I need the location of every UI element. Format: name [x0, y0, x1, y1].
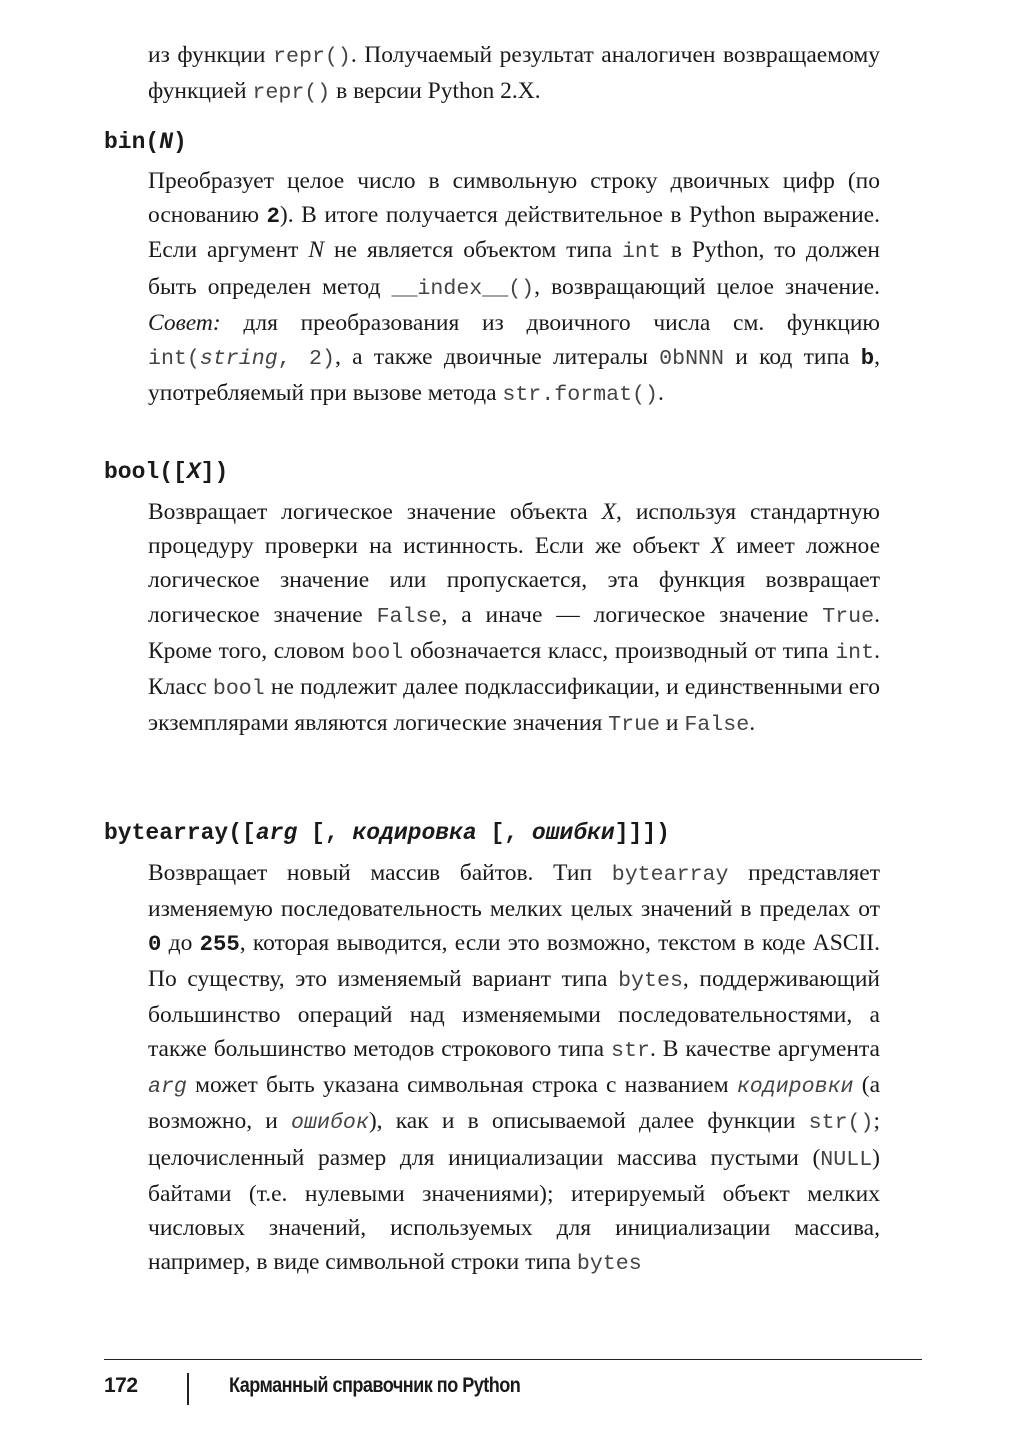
code-int-call-end: , 2): [277, 347, 335, 372]
italic-arg: X: [601, 499, 616, 525]
heading-sep: [,: [297, 820, 353, 846]
entry-heading-bool: [104, 457, 228, 487]
footer-rule: [104, 1359, 922, 1360]
text-run: Возвращает новый массив байтов. Тип: [148, 860, 612, 886]
footer-separator: [187, 1373, 189, 1405]
text-run: в Python, то должен быть определен метод: [148, 237, 880, 300]
bold-literal: 2: [266, 203, 280, 230]
italic-arg: arg: [148, 1075, 187, 1100]
text-run: имеет ложное логическое значение или пропускается, эта функция возвращает логическое значение: [148, 533, 880, 628]
heading-close: ]]]): [614, 820, 670, 846]
code-index-method: __index__(): [391, 276, 535, 301]
code-repr: repr(): [252, 81, 331, 106]
code-bytes: bytes: [576, 1252, 642, 1277]
heading-close: ): [173, 129, 187, 155]
text-run: для преобразования из двоичного числа см. функцию: [220, 309, 880, 336]
entry-heading-bytearray: [104, 818, 670, 848]
text-run: и: [660, 710, 685, 737]
heading-arg: кодировка: [352, 820, 477, 846]
text-run: ), как и в описываемой далее функции: [368, 1108, 809, 1135]
code-null: NULL: [820, 1147, 873, 1172]
text-run: ; целочисленный размер для инициализации массива пустыми (: [148, 1108, 881, 1171]
code-false: False: [684, 713, 750, 738]
text-run: , поддерживающий большинство операций над изменяемыми последовательностями, а также большинство методов строкового типа: [148, 965, 880, 1063]
text-run: (а возможно, и: [148, 1072, 880, 1135]
code-bytearray: bytearray: [611, 863, 729, 887]
text-run: не подлежит далее подклассификации, и единственными его экземплярами являются логические значения: [148, 674, 880, 737]
entry-heading-bin: [104, 127, 187, 157]
heading-name: bin(: [104, 129, 160, 155]
code-true: True: [608, 713, 661, 738]
italic-arg: ошибок: [291, 1111, 369, 1136]
bold-literal: 0: [148, 931, 162, 958]
text-run: может быть указана символьная строка с названием: [186, 1072, 737, 1099]
text-run: , а также двоичные литералы: [334, 344, 660, 371]
intro-paragraph: [148, 38, 880, 110]
text-run: не является объектом типа: [324, 237, 622, 264]
text-run: , которая выводится, если это возможно, текстом в коде ASCII. По существу, это изменяемый вариант типа: [148, 930, 880, 992]
code-int: int: [621, 240, 661, 265]
italic-arg: N: [308, 237, 325, 264]
heading-arg: X: [186, 459, 201, 485]
italic-arg: X: [710, 533, 726, 560]
code-int-call: int(: [148, 347, 200, 372]
text-run: , возвращающий целое значение.: [534, 273, 880, 300]
code-bytes: bytes: [618, 968, 683, 993]
code-int: int: [835, 640, 875, 665]
text-run: из функции: [148, 42, 274, 68]
text-run: , а иначе — логическое значение: [441, 601, 823, 628]
text-run: .: [749, 710, 756, 737]
heading-name: bool([: [104, 459, 187, 485]
text-run: .: [658, 380, 664, 407]
text-run: Преобразует целое число в символьную строку двоичных цифр (по основанию: [148, 168, 880, 229]
code-bool: bool: [351, 640, 404, 665]
text-run: , употребляемый при вызове метода: [148, 344, 881, 407]
text-run: и код типа: [723, 344, 861, 371]
bin-description: [148, 164, 880, 412]
text-run: ) байтами (т.е. нулевыми значениями); итерируемый объект мелких числовых значений, используемых для инициализации массива, например, в виде символьной строки типа: [148, 1144, 880, 1276]
italic-arg: кодировки: [736, 1075, 854, 1100]
code-str: str: [611, 1039, 650, 1064]
bold-literal: 255: [199, 931, 240, 958]
text-run: Возвращает логическое значение объекта: [148, 499, 602, 525]
code-str-call: str(): [808, 1111, 874, 1136]
text-run: обозначается класс, производный от типа: [403, 637, 836, 664]
tip-label: Совет:: [148, 309, 221, 336]
heading-name: bytearray([: [104, 820, 256, 846]
text-run: в версии Python 2.X.: [330, 78, 541, 105]
heading-arg: N: [159, 129, 174, 155]
text-run: . Получаемый результат аналогичен возвращаемому функцией: [148, 42, 880, 105]
heading-arg: ошибки: [531, 820, 615, 846]
text-run: представляет изменяемую последовательность мелких целых значений в пределах от: [148, 860, 880, 923]
code-str-format: str.format(): [502, 383, 658, 408]
bold-type-code: b: [860, 345, 875, 372]
code-bool: bool: [212, 677, 265, 702]
text-run: . Кроме того, словом: [148, 601, 880, 664]
running-title: Карманный справочник по Python: [229, 1374, 521, 1397]
heading-close: ]): [200, 459, 229, 485]
text-run: до: [161, 930, 200, 957]
text-run: . В качестве аргумента: [649, 1036, 880, 1063]
text-run: . Класс: [148, 637, 880, 701]
heading-arg: arg: [255, 820, 298, 846]
heading-sep: [,: [476, 820, 532, 846]
text-run: ). В итоге получается действительное в Python выражение. Если аргумент: [148, 202, 880, 264]
code-binary-literal: 0bNNN: [659, 347, 724, 372]
bool-description: [148, 495, 880, 742]
code-false: False: [376, 604, 442, 629]
bytearray-description: [148, 856, 880, 1281]
code-int-arg: string: [199, 347, 278, 372]
page-number: 172: [104, 1374, 138, 1397]
code-true: True: [822, 604, 875, 629]
code-repr: repr(): [273, 45, 351, 69]
text-run: , используя стандартную процедуру проверки на истинность. Если же объект: [148, 499, 880, 560]
